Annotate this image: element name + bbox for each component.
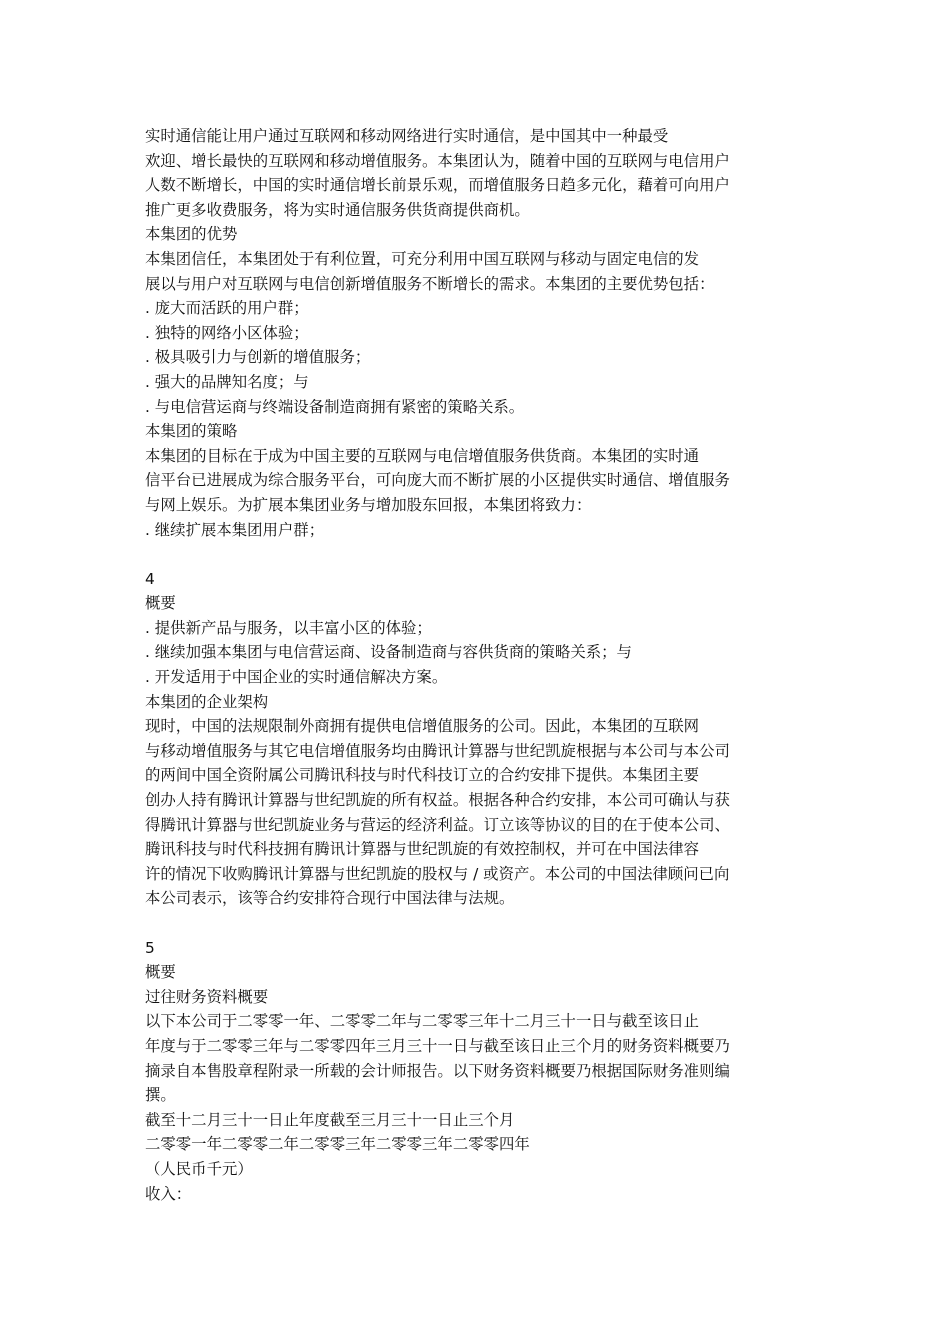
text-line: . 开发适用于中国企业的实时通信解决方案。 [145, 668, 448, 687]
text-line: 创办人持有腾讯计算器与世纪凯旋的所有权益。根据各种合约安排，本公司可确认与获 [145, 791, 730, 810]
text-line: 推广更多收费服务，将为实时通信服务供货商提供商机。 [145, 200, 530, 219]
text-line: 得腾讯计算器与世纪凯旋业务与营运的经济利益。订立该等协议的目的在于使本公司、 [145, 815, 730, 834]
text-line: 欢迎、增长最快的互联网和移动增值服务。本集团认为，随着中国的互联网与电信用户 [145, 151, 730, 170]
text-line: 本集团的优势 [145, 225, 238, 244]
text-line: . 强大的品牌知名度；与 [145, 372, 309, 391]
text-line: 以下本公司于二零零一年、二零零二年与二零零三年十二月三十一日与截至该日止 [145, 1012, 700, 1031]
text-line: 本集团的策略 [145, 422, 238, 441]
text-line: 本集团的企业架构 [145, 692, 269, 711]
text-line: 5 [145, 938, 155, 957]
text-line: 截至十二月三十一日止年度截至三月三十一日止三个月 [145, 1110, 515, 1129]
text-line: 人数不断增长，中国的实时通信增长前景乐观，而增值服务日趋多元化，藉着可向用户 [145, 176, 730, 195]
text-line: . 与电信营运商与终端设备制造商拥有紧密的策略关系。 [145, 397, 525, 416]
text-line: 信平台已进展成为综合服务平台，可向庞大而不断扩展的小区提供实时通信、增值服务 [145, 471, 730, 490]
text-line: . 继续加强本集团与电信营运商、设备制造商与容供货商的策略关系；与 [145, 643, 632, 662]
text-line: 与移动增值服务与其它电信增值服务均由腾讯计算器与世纪凯旋根据与本公司与本公司 [145, 741, 730, 760]
text-line: . 独特的网络小区体验； [145, 323, 309, 342]
text-line: （人民币千元） [145, 1159, 253, 1178]
text-line: 腾讯科技与时代科技拥有腾讯计算器与世纪凯旋的有效控制权，并可在中国法律容 [145, 840, 700, 859]
text-line: 与网上娱乐。为扩展本集团业务与增加股东回报，本集团将致力： [145, 495, 592, 514]
text-line: 摘录自本售股章程附录一所载的会计师报告。以下财务资料概要乃根据国际财务准则编 [145, 1061, 730, 1080]
text-line: 收入： [145, 1184, 192, 1203]
text-line: . 提供新产品与服务，以丰富小区的体验； [145, 618, 432, 637]
text-line: 年度与于二零零三年与二零零四年三月三十一日与截至该日止三个月的财务资料概要乃 [145, 1036, 730, 1055]
text-line: 二零零一年二零零二年二零零三年二零零三年二零零四年 [145, 1135, 530, 1154]
text-line: . 庞大而活跃的用户群； [145, 299, 309, 318]
text-line: 实时通信能让用户通过互联网和移动网络进行实时通信，是中国其中一种最受 [145, 127, 669, 145]
text-line: 概要 [145, 963, 176, 982]
text-line: 现时，中国的法规限制外商拥有提供电信增值服务的公司。因此，本集团的互联网 [145, 717, 700, 736]
text-line: . 继续扩展本集团用户群； [145, 520, 325, 539]
text-line: . 极具吸引力与创新的增值服务； [145, 348, 371, 367]
text-line: 概要 [145, 594, 176, 613]
text-line: 本集团信任，本集团处于有利位置，可充分利用中国互联网与移动与固定电信的发 [145, 249, 700, 268]
blank-line [145, 542, 805, 567]
document-page [145, 124, 805, 1206]
text-line: 展以与用户对互联网与电信创新增值服务不断增长的需求。本集团的主要优势包括： [145, 274, 715, 293]
text-line: 本集团的目标在于成为中国主要的互联网与电信增值服务供货商。本集团的实时通 [145, 446, 700, 465]
text-line: 本公司表示，该等合约安排符合现行中国法律与法规。 [145, 889, 515, 908]
blank-line [145, 911, 805, 936]
text-line: 的两间中国全资附属公司腾讯科技与时代科技订立的合约安排下提供。本集团主要 [145, 766, 700, 785]
text-line: 过往财务资料概要 [145, 987, 269, 1006]
text-line: 许的情况下收购腾讯计算器与世纪凯旋的股权与 / 或资产。本公司的中国法律顾问已向 [145, 864, 730, 883]
text-line: 撰。 [145, 1086, 176, 1105]
text-line: 4 [145, 569, 155, 588]
